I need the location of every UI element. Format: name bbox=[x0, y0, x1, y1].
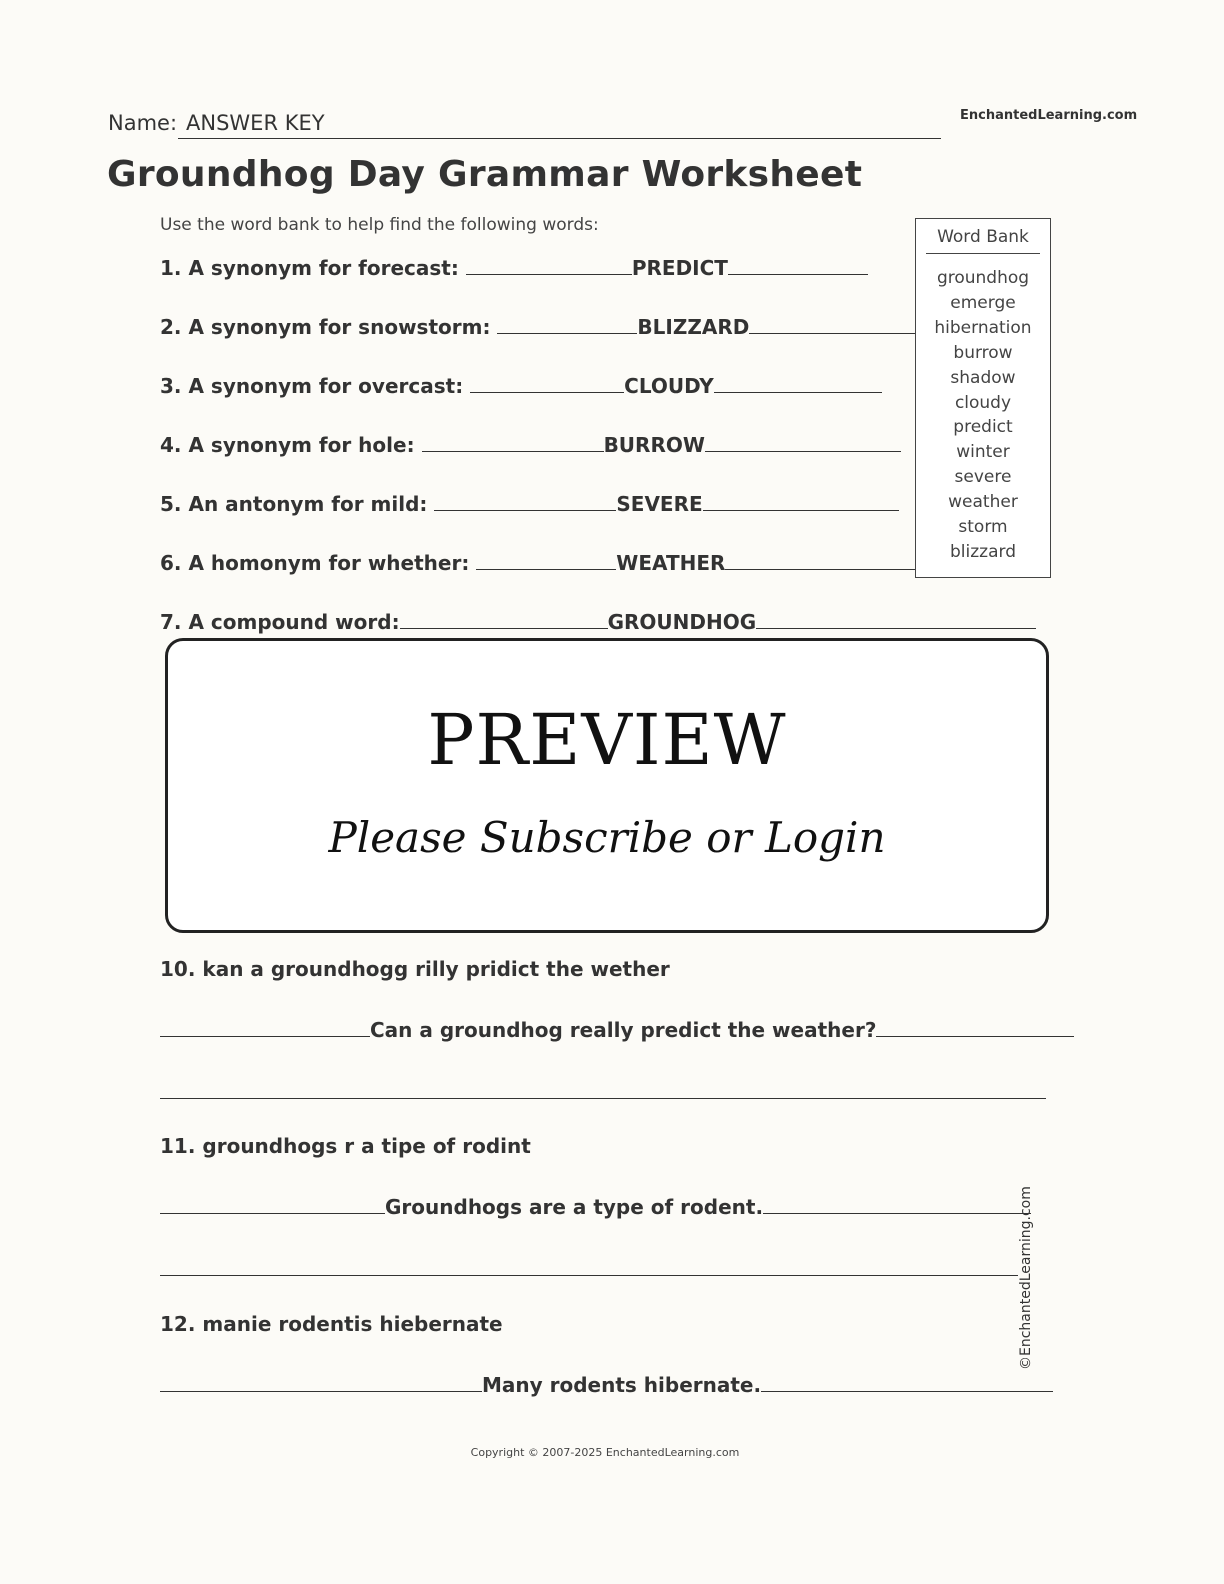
answer-blank bbox=[728, 254, 868, 275]
word-bank-item: weather bbox=[948, 492, 1018, 513]
correction-answer: Can a groundhog really predict the weather? bbox=[370, 1018, 877, 1042]
answer-blank bbox=[761, 1371, 1053, 1392]
question-answer: BURROW bbox=[603, 433, 705, 457]
word-bank-divider bbox=[926, 253, 1040, 254]
answer-blank bbox=[714, 372, 882, 393]
question-prompt: 1. A synonym for forecast: bbox=[160, 256, 459, 280]
instructions: Use the word bank to help find the following words: bbox=[160, 215, 599, 235]
word-bank-list bbox=[916, 266, 1050, 565]
word-bank-item: burrow bbox=[953, 342, 1013, 363]
preview-overlay[interactable] bbox=[165, 638, 1049, 933]
answer-blank bbox=[497, 313, 637, 334]
question-answer: PREDICT bbox=[631, 256, 728, 280]
answer-blank bbox=[763, 1193, 1031, 1214]
answer-blank bbox=[160, 1371, 482, 1392]
answer-blank bbox=[160, 1016, 370, 1037]
name-label: Name: bbox=[108, 111, 178, 135]
question-7 bbox=[160, 608, 1036, 634]
vertical-credit: ©EnchantedLearning.com bbox=[1018, 1186, 1034, 1370]
name-value: ANSWER KEY bbox=[186, 111, 325, 135]
word-bank-item: emerge bbox=[950, 292, 1016, 313]
question-prompt: 6. A homonym for whether: bbox=[160, 551, 470, 575]
word-bank-item: groundhog bbox=[936, 268, 1030, 288]
correction-12-answer-line bbox=[160, 1371, 1053, 1397]
answer-blank bbox=[470, 372, 624, 393]
question-prompt: 4. A synonym for hole: bbox=[160, 433, 415, 457]
question-prompt: 3. A synonym for overcast: bbox=[160, 374, 464, 398]
subscribe-login-link[interactable]: Please Subscribe or Login bbox=[328, 813, 886, 862]
answer-blank bbox=[400, 608, 608, 629]
answer-blank bbox=[466, 254, 632, 275]
question-answer: WEATHER bbox=[616, 551, 726, 575]
answer-blank bbox=[476, 549, 616, 570]
question-2 bbox=[160, 313, 917, 339]
answer-blank bbox=[703, 490, 899, 511]
word-bank-item: blizzard bbox=[950, 541, 1016, 562]
question-5 bbox=[160, 490, 899, 516]
question-prompt: 7. A compound word: bbox=[160, 610, 400, 634]
page-title: Groundhog Day Grammar Worksheet bbox=[107, 154, 863, 195]
correction-10-prompt: 10. kan a groundhogg rilly pridict the wether bbox=[160, 957, 670, 981]
question-answer: SEVERE bbox=[616, 492, 703, 516]
correction-answer: Many rodents hibernate. bbox=[482, 1373, 762, 1397]
correction-11-prompt: 11. groundhogs r a tipe of rodint bbox=[160, 1134, 531, 1158]
word-bank-item: storm bbox=[958, 517, 1008, 538]
question-answer: GROUNDHOG bbox=[607, 610, 757, 634]
name-line bbox=[178, 138, 941, 139]
word-bank bbox=[915, 218, 1051, 578]
word-bank-item: severe bbox=[954, 467, 1012, 488]
word-bank-item: hibernation bbox=[934, 317, 1032, 338]
correction-10-answer-line bbox=[160, 1016, 1074, 1042]
answer-line bbox=[160, 1275, 1018, 1276]
correction-11-answer-line bbox=[160, 1193, 1031, 1219]
answer-blank bbox=[422, 431, 604, 452]
question-answer: BLIZZARD bbox=[637, 315, 750, 339]
answer-blank bbox=[434, 490, 616, 511]
question-3 bbox=[160, 372, 882, 398]
word-bank-item: shadow bbox=[950, 367, 1016, 388]
word-bank-item: cloudy bbox=[954, 392, 1012, 413]
answer-line bbox=[160, 1098, 1046, 1099]
preview-title: PREVIEW bbox=[427, 699, 787, 781]
answer-blank bbox=[876, 1016, 1074, 1037]
site-logo-text: EnchantedLearning.com bbox=[960, 108, 1138, 123]
correction-answer: Groundhogs are a type of rodent. bbox=[385, 1195, 764, 1219]
word-bank-item: predict bbox=[953, 417, 1013, 438]
question-prompt: 2. A synonym for snowstorm: bbox=[160, 315, 491, 339]
word-bank-item: winter bbox=[956, 442, 1010, 463]
question-4 bbox=[160, 431, 901, 457]
answer-blank bbox=[725, 549, 920, 570]
question-6 bbox=[160, 549, 920, 575]
answer-blank bbox=[160, 1193, 385, 1214]
question-1 bbox=[160, 254, 868, 280]
word-bank-title: Word Bank bbox=[937, 227, 1029, 247]
correction-12-prompt: 12. manie rodentis hiebernate bbox=[160, 1312, 503, 1336]
question-prompt: 5. An antonym for mild: bbox=[160, 492, 428, 516]
question-answer: CLOUDY bbox=[624, 374, 714, 398]
copyright: Copyright © 2007-2025 EnchantedLearning.com bbox=[470, 1446, 740, 1459]
answer-blank bbox=[749, 313, 917, 334]
answer-blank bbox=[705, 431, 901, 452]
answer-blank bbox=[756, 608, 1036, 629]
